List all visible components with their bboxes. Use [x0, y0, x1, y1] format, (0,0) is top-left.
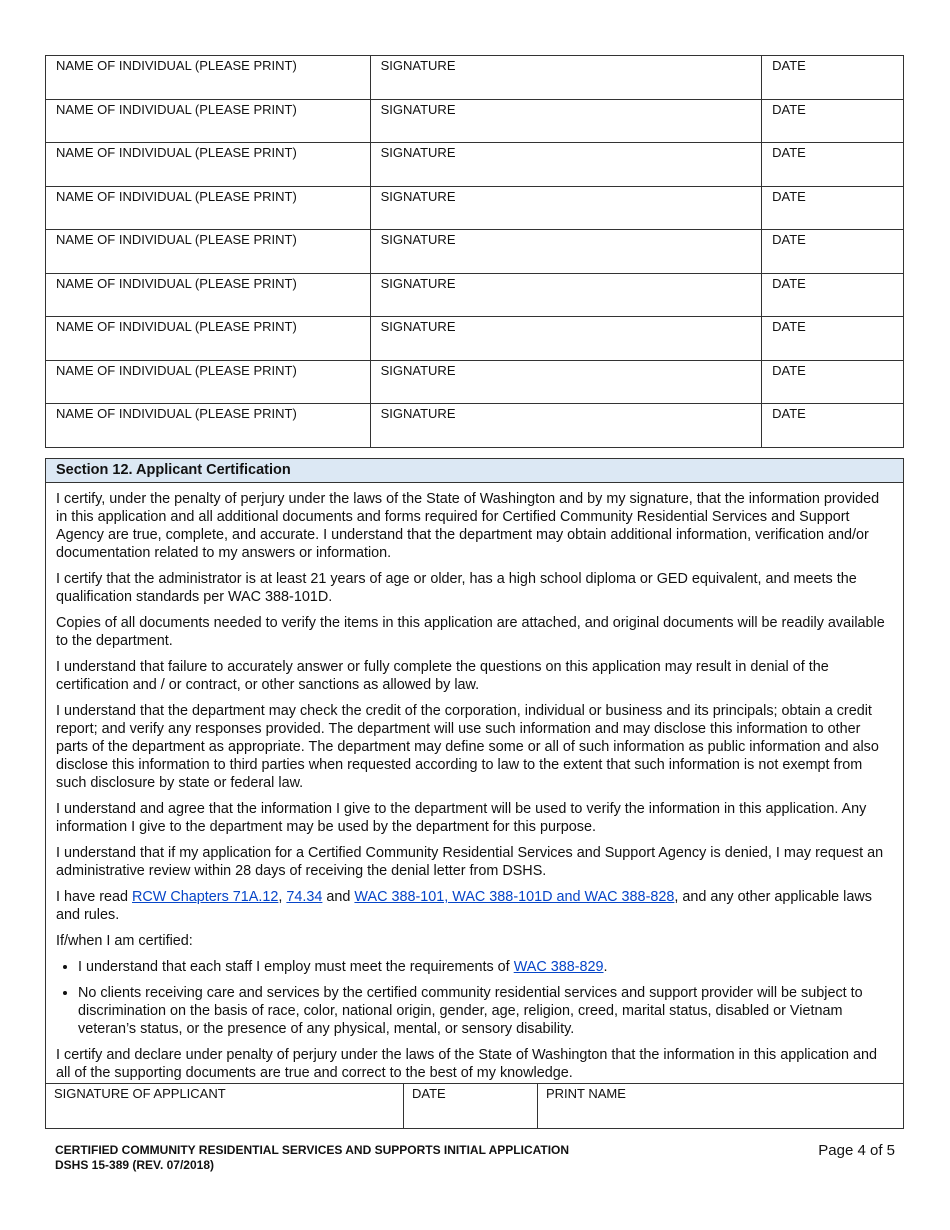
signature-row [46, 143, 904, 187]
individual-signature-table [45, 55, 904, 448]
applicant-signature-field[interactable]: SIGNATURE OF APPLICANT [46, 1084, 404, 1129]
rcw-7434-link[interactable]: 74.34 [286, 889, 323, 905]
name-field[interactable]: NAME OF INDIVIDUAL (PLEASE PRINT) [46, 99, 371, 143]
date-field[interactable]: DATE [762, 317, 904, 361]
date-field[interactable]: DATE [762, 273, 904, 317]
paragraph: I understand and agree that the information I give to the department will be used to verify the information in this application. Any information I give to the department may be used by the department for this purpose. [56, 801, 867, 835]
paragraph: I certify that the administrator is at least 21 years of age or older, has a high school diploma or GED equivalent, and meets the qualification standards per WAC 388-101D. [56, 571, 857, 605]
signature-field[interactable]: SIGNATURE [370, 56, 762, 100]
signature-field[interactable]: SIGNATURE [370, 230, 762, 274]
signature-row [46, 56, 904, 100]
date-field[interactable]: DATE [762, 56, 904, 100]
signature-field[interactable]: SIGNATURE [370, 186, 762, 230]
name-field[interactable]: NAME OF INDIVIDUAL (PLEASE PRINT) [46, 186, 371, 230]
text: , [278, 889, 287, 905]
signature-field[interactable]: SIGNATURE [370, 99, 762, 143]
name-field[interactable]: NAME OF INDIVIDUAL (PLEASE PRINT) [46, 56, 371, 100]
date-field[interactable]: DATE [762, 360, 904, 404]
signature-field[interactable]: SIGNATURE [370, 143, 762, 187]
form-number: DSHS 15-389 (REV. 07/2018) [55, 1158, 214, 1172]
date-field[interactable]: DATE [762, 143, 904, 187]
name-field[interactable]: NAME OF INDIVIDUAL (PLEASE PRINT) [46, 360, 371, 404]
applicant-signature-table [45, 1083, 904, 1129]
signature-field[interactable]: SIGNATURE [370, 360, 762, 404]
date-field[interactable]: DATE [762, 404, 904, 448]
signature-row [46, 404, 904, 448]
applicant-date-field[interactable]: DATE [404, 1084, 538, 1129]
text: I have read [56, 889, 133, 905]
wac-388-829-link[interactable]: WAC 388-829 [513, 959, 604, 975]
paragraph: I understand that the department may check the credit of the corporation, individual or business and its principals; obtain a credit report; and verify any responses provided. The department will use such information and may disclose this information to other parts of the department as appropriate. The department may define some or all of such information as public information and also disclose this information to third parties when requested according to law to the extent that such information is not exempt from such disclosure by state or federal law. [56, 703, 879, 791]
signature-field[interactable]: SIGNATURE [370, 404, 762, 448]
paragraph: I understand that if my application for a Certified Community Residential Services and Support Agency is denied, I may request an administrative review within 28 days of receiving the denial letter from DSHS. [56, 845, 884, 879]
name-field[interactable]: NAME OF INDIVIDUAL (PLEASE PRINT) [46, 143, 371, 187]
name-field[interactable]: NAME OF INDIVIDUAL (PLEASE PRINT) [46, 404, 371, 448]
date-field[interactable]: DATE [762, 99, 904, 143]
paragraph: Copies of all documents needed to verify the items in this application are attached, and original documents will be readily available to the department. [56, 615, 885, 649]
applicant-print-name-field[interactable]: PRINT NAME [538, 1084, 904, 1129]
date-field[interactable]: DATE [762, 230, 904, 274]
section-title: Section 12. Applicant Certification [46, 458, 903, 483]
paragraph-laws [56, 888, 893, 924]
wac-388-101-link[interactable]: WAC 388-101, WAC 388-101D and WAC 388-828 [354, 889, 675, 905]
page-number: Page 4 of 5 [818, 1142, 895, 1159]
list-item [78, 958, 893, 976]
certification-list [56, 958, 893, 1038]
signature-row [46, 99, 904, 143]
signature-field[interactable]: SIGNATURE [370, 317, 762, 361]
name-field[interactable]: NAME OF INDIVIDUAL (PLEASE PRINT) [46, 230, 371, 274]
name-field[interactable]: NAME OF INDIVIDUAL (PLEASE PRINT) [46, 317, 371, 361]
signature-row [46, 186, 904, 230]
paragraph: If/when I am certified: [56, 933, 193, 949]
signature-row [46, 360, 904, 404]
form-title: CERTIFIED COMMUNITY RESIDENTIAL SERVICES AND SUPPORTS INITIAL APPLICATION [55, 1143, 570, 1157]
name-field[interactable]: NAME OF INDIVIDUAL (PLEASE PRINT) [46, 273, 371, 317]
list-item: • No clients receiving care and services by the certified community residential services and support provider will be subject to discrimination on the basis of race, color, national origin, gender, age, religion, creed, marital status, disabled or Vietnam veteran’s status, or the presence of any physical, mental, or sensory disability. [78, 984, 893, 1038]
rcw-71a12-link[interactable]: RCW Chapters 71A.12 [132, 889, 279, 905]
footer [55, 1143, 895, 1173]
signature-row [46, 273, 904, 317]
text: and [322, 889, 355, 905]
text: , and any other applicable laws and rules. [56, 889, 872, 923]
paragraph: I certify, under the penalty of perjury under the laws of the State of Washington and by my signature, that the information provided in this application and all additional documents and forms required for Certified Community Residential Services and Support Agency are true, complete, and accurate. I understand that the department may obtain additional information, verification and/or documentation related to my answers or information. [56, 491, 880, 561]
text: . [603, 959, 608, 975]
text: I understand that each staff I employ must meet the requirements of [78, 959, 514, 975]
date-field[interactable]: DATE [762, 186, 904, 230]
section-12 [45, 458, 904, 1129]
signature-row [46, 230, 904, 274]
signature-row [46, 317, 904, 361]
paragraph: I certify and declare under penalty of perjury under the laws of the State of Washington that the information in this application and all of the supporting documents are true and correct to the best of my knowledge. [56, 1047, 878, 1081]
signature-field[interactable]: SIGNATURE [370, 273, 762, 317]
paragraph: I understand that failure to accurately answer or fully complete the questions on this application may result in denial of the certification and / or contract, or other sanctions as allowed by law. [56, 659, 829, 693]
